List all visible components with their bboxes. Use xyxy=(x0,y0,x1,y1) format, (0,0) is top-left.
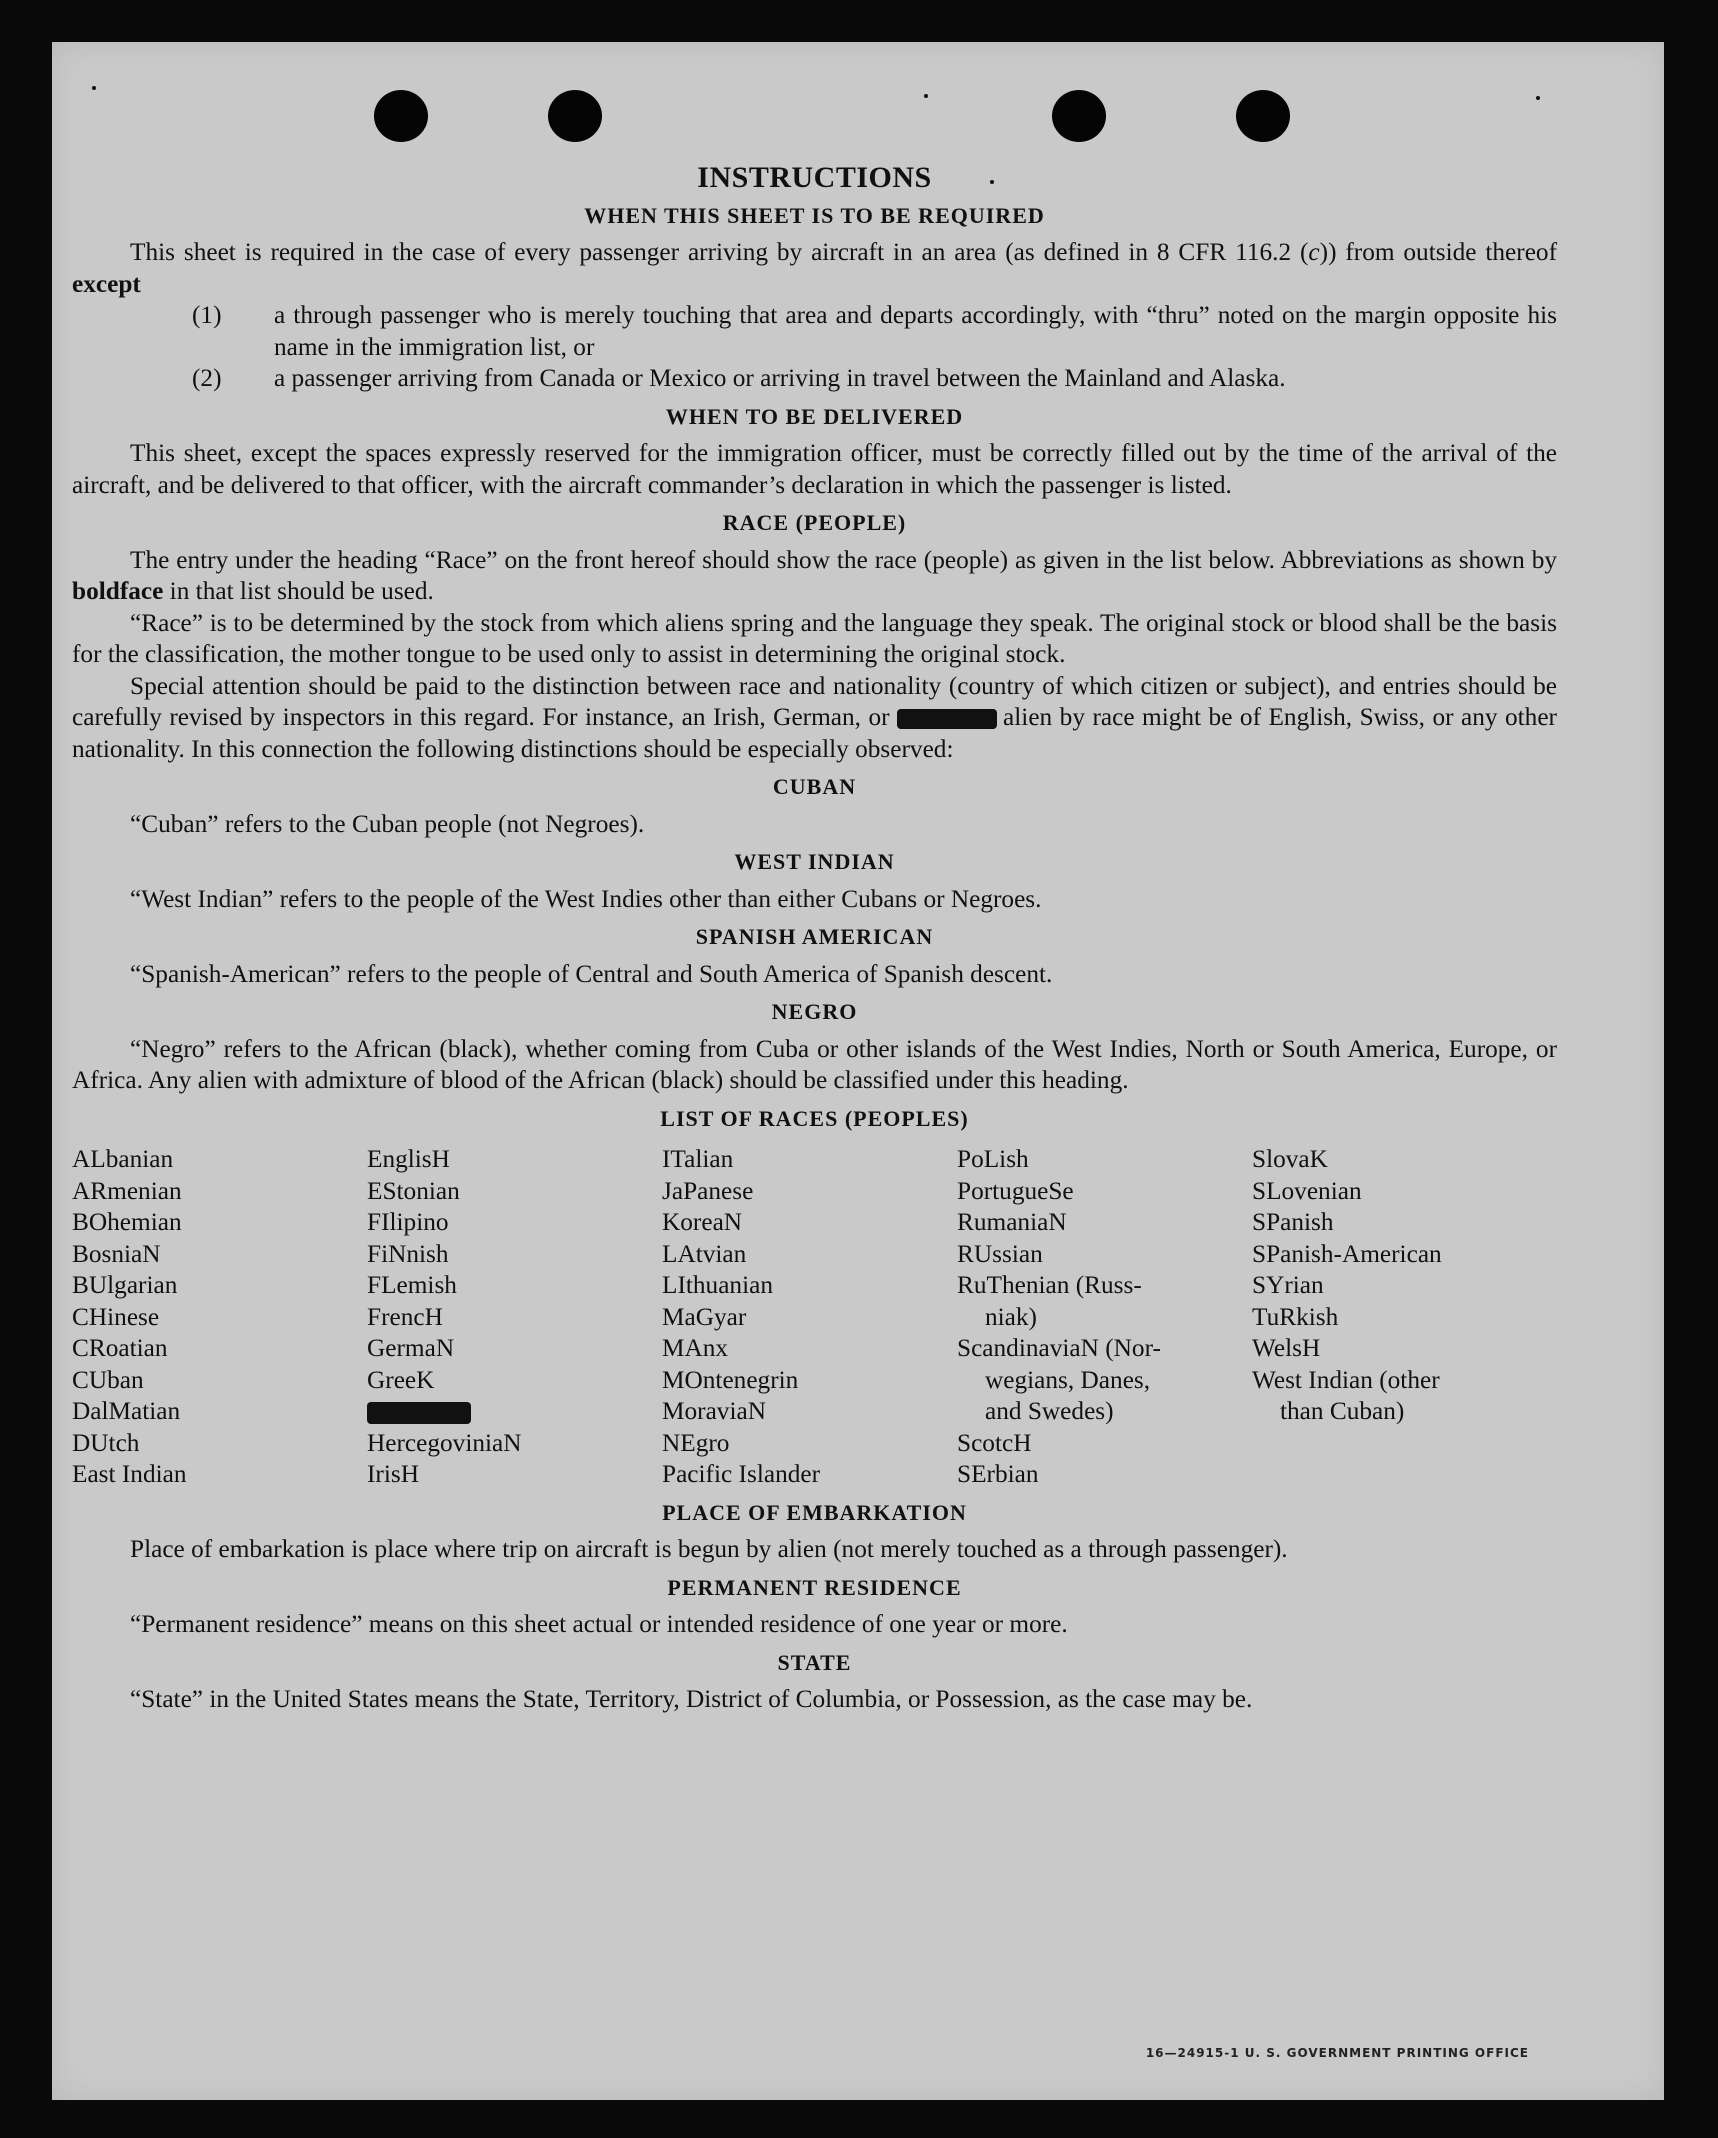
section-heading: STATE xyxy=(777,1649,852,1675)
race-entry: TuRkish xyxy=(1252,1302,1339,1331)
printer-imprint: 16—24915-1 U. S. GOVERNMENT PRINTING OFFICE xyxy=(1145,2046,1529,2060)
race-entry-continued: and Swedes) xyxy=(985,1397,1114,1425)
section-heading: PLACE OF EMBARKATION xyxy=(662,1499,967,1525)
paragraph xyxy=(72,545,1557,608)
race-entry: SlovaK xyxy=(1252,1145,1328,1173)
item-number: (2) xyxy=(192,364,222,392)
page-title: INSTRUCTIONS xyxy=(697,161,932,194)
race-entry: LAtvian xyxy=(662,1239,747,1268)
paragraph-text: Special attention should be paid to the distinction between race and nationality (country of which citizen or subject), and entries should be carefully revised by inspectors in this regard. For instance, an Irish, German, or xyxy=(72,671,1557,731)
section-heading: SPANISH AMERICAN xyxy=(695,924,934,949)
races-column xyxy=(1252,1144,1552,1491)
race-entry: EnglisH xyxy=(367,1145,450,1173)
race-entry: BosniaN xyxy=(72,1239,161,1268)
redaction-mark xyxy=(367,1402,471,1424)
list-item xyxy=(192,363,1557,395)
paragraph: Place of embarkation is place where trip on aircraft is begun by alien (not merely touched as a through passenger). xyxy=(130,1535,1288,1563)
race-entry: East Indian xyxy=(72,1460,187,1488)
race-entry: NEgro xyxy=(662,1428,730,1457)
paragraph-text: alien by race might be of English, Swiss, or any other nationality. In this connection the following distinctions should be especially observed: xyxy=(72,703,1557,763)
race-entry: Pacific Islander xyxy=(662,1460,821,1488)
race-entry: PoLish xyxy=(957,1145,1029,1173)
paragraph: This sheet, except the spaces expressly reserved for the immigration officer, must be correctly filled out by the time of the arrival of the aircraft, and be delivered to that officer, with the aircraft commander’s declaration in which the passenger is listed. xyxy=(72,439,1557,499)
section-heading: WHEN TO BE DELIVERED xyxy=(665,403,964,429)
redaction-mark xyxy=(897,709,997,729)
race-entry: SYrian xyxy=(1252,1271,1324,1299)
race-entry: ITalian xyxy=(662,1145,734,1173)
race-entry-continued: niak) xyxy=(985,1302,1037,1331)
paragraph xyxy=(72,671,1557,766)
section-heading: NEGRO xyxy=(771,999,858,1024)
race-entry: ScandinaviaN (Nor- xyxy=(957,1334,1161,1362)
intro-text: This sheet is required in the case of every passenger arriving by aircraft in an area (as defined in 8 CFR 116.2 ( xyxy=(130,238,1309,266)
race-entry: IrisH xyxy=(367,1460,419,1488)
race-entry: SErbian xyxy=(957,1460,1039,1488)
speck xyxy=(92,86,96,90)
intro-text: )) from outside thereof xyxy=(1319,238,1557,266)
paragraph: “Negro” refers to the African (black), whether coming from Cuba or other islands of the West Indies, North or South America, Europe, or Africa. Any alien with admixture of blood of the African (black) should be classified under this heading. xyxy=(72,1034,1557,1094)
race-entry: CUban xyxy=(72,1365,144,1394)
section-heading: LIST OF RACES (PEOPLES) xyxy=(660,1105,969,1131)
race-entry: ARmenian xyxy=(72,1176,182,1205)
races-list xyxy=(72,1144,1557,1491)
required-intro xyxy=(72,237,1557,300)
punch-hole xyxy=(548,90,602,142)
section-heading: PERMANENT RESIDENCE xyxy=(667,1574,962,1600)
race-entry: RUssian xyxy=(957,1239,1043,1268)
race-entry: SLovenian xyxy=(1252,1176,1362,1205)
race-entry: DUtch xyxy=(72,1428,140,1457)
race-entry: MAnx xyxy=(662,1334,729,1362)
item-number: (1) xyxy=(192,301,222,329)
race-entry: MaGyar xyxy=(662,1302,747,1331)
race-entry: SPanish xyxy=(1252,1208,1334,1236)
punch-hole xyxy=(1052,90,1106,142)
race-entry: ALbanian xyxy=(72,1145,174,1173)
list-item xyxy=(192,300,1557,363)
race-entry: RumaniaN xyxy=(957,1208,1067,1236)
intro-italic: c xyxy=(1308,238,1320,266)
race-entry-redacted xyxy=(367,1396,662,1428)
section-heading: CUBAN xyxy=(772,774,857,799)
races-column xyxy=(662,1144,957,1491)
punch-hole xyxy=(1236,90,1290,142)
race-entry: FIlipino xyxy=(367,1208,449,1236)
race-entry: GermaN xyxy=(367,1334,455,1362)
paragraph: “West Indian” refers to the people of the West Indies other than either Cubans or Negroes. xyxy=(130,884,1042,913)
races-column xyxy=(957,1144,1252,1491)
paragraph: “Race” is to be determined by the stock from which aliens spring and the language they speak. The original stock or blood shall be the basis for the classification, the mother tongue to be used only to assist in determining the original stock. xyxy=(72,608,1557,668)
races-column xyxy=(367,1144,662,1491)
race-entry: EStonian xyxy=(367,1176,460,1205)
speck xyxy=(1536,96,1540,100)
race-entry: GreeK xyxy=(367,1365,435,1394)
races-column xyxy=(72,1144,367,1491)
race-entry: PortugueSe xyxy=(957,1176,1074,1205)
paragraph-text: in that list should be used. xyxy=(163,577,434,605)
race-entry: MoraviaN xyxy=(662,1397,766,1425)
race-entry: JaPanese xyxy=(662,1176,754,1205)
paragraph: “Cuban” refers to the Cuban people (not Negroes). xyxy=(130,809,645,838)
race-entry: CHinese xyxy=(72,1302,160,1331)
race-entry: BOhemian xyxy=(72,1208,182,1236)
race-entry: BUlgarian xyxy=(72,1271,178,1299)
item-text: a through passenger who is merely touching that area and departs accordingly, with “thru” noted on the margin opposite his name in the immigration list, or xyxy=(274,301,1557,361)
race-entry: DalMatian xyxy=(72,1397,181,1425)
race-entry: FiNnish xyxy=(367,1239,449,1268)
race-entry: SPanish-American xyxy=(1252,1239,1442,1268)
race-entry: RuThenian (Russ- xyxy=(957,1271,1142,1299)
race-entry: HercegoviniaN xyxy=(367,1428,522,1457)
speck xyxy=(924,94,928,98)
paragraph-bold: boldface xyxy=(72,577,164,605)
document-sheet xyxy=(52,42,1664,2100)
race-entry: KoreaN xyxy=(662,1208,743,1236)
race-entry: CRoatian xyxy=(72,1334,168,1362)
section-heading: WHEN THIS SHEET IS TO BE REQUIRED xyxy=(584,202,1045,228)
section-heading: WEST INDIAN xyxy=(734,849,895,874)
section-heading: RACE (PEOPLE) xyxy=(722,510,907,535)
race-entry-continued: than Cuban) xyxy=(1280,1397,1405,1425)
punch-hole xyxy=(374,90,428,142)
intro-bold: except xyxy=(72,269,141,298)
paragraph: “Permanent residence” means on this sheet actual or intended residence of one year or more. xyxy=(130,1610,1068,1638)
item-text: a passenger arriving from Canada or Mexico or arriving in travel between the Mainland and Alaska. xyxy=(274,364,1286,392)
instructions-content xyxy=(72,162,1557,1716)
paragraph: “State” in the United States means the State, Territory, District of Columbia, or Possession, as the case may be. xyxy=(130,1685,1253,1713)
race-entry: FLemish xyxy=(367,1271,457,1299)
race-entry: West Indian (other xyxy=(1252,1365,1440,1394)
race-entry: MOntenegrin xyxy=(662,1365,799,1394)
race-entry: LIthuanian xyxy=(662,1271,773,1299)
race-entry: FrencH xyxy=(367,1302,443,1331)
race-entry-continued: wegians, Danes, xyxy=(985,1365,1151,1394)
race-entry: WelsH xyxy=(1252,1334,1321,1362)
paragraph-text: The entry under the heading “Race” on the front hereof should show the race (people) as given in the list below. Abbreviations as shown by xyxy=(130,545,1557,574)
race-entry: ScotcH xyxy=(957,1428,1032,1457)
paragraph: “Spanish-American” refers to the people of Central and South America of Spanish descent. xyxy=(130,959,1053,988)
